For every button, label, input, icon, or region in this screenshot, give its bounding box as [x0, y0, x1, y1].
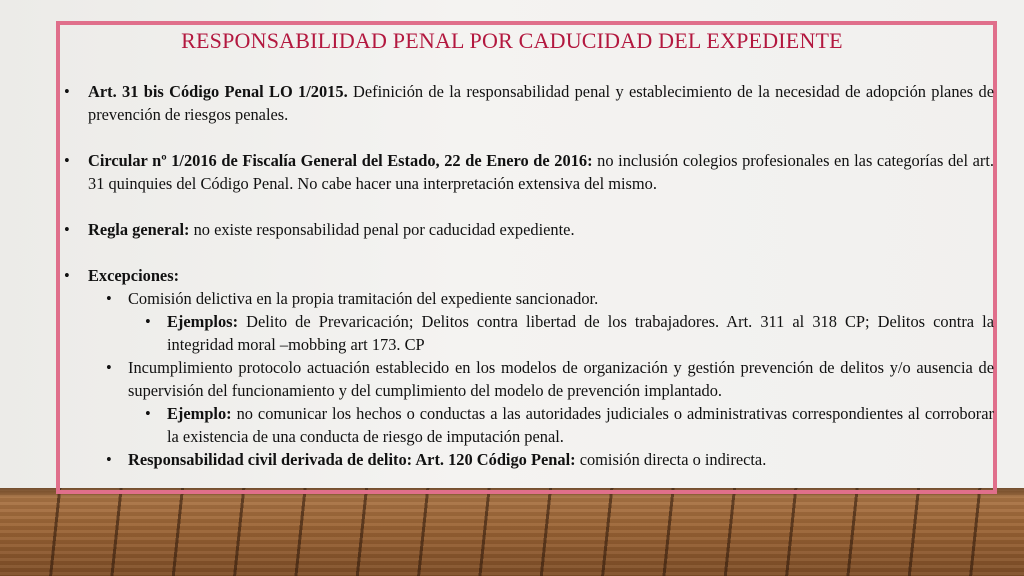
slide-title: RESPONSABILIDAD PENAL POR CADUCIDAD DEL EXPEDIENTE [181, 28, 843, 53]
bullet-text: no existe responsabilidad penal por caducidad expediente. [189, 220, 575, 239]
bullet-bold: Circular nº 1/2016 de Fiscalía General del Estado, 22 de Enero de 2016: [88, 151, 593, 170]
bullet-text: Incumplimiento protocolo actuación establecido en los modelos de organización y gestión prevención de delitos y/o ausencia de supervisión del funcionamiento y del cumplimiento del modelo de prevención implantado. [128, 358, 994, 400]
bullet-bold: Regla general: [88, 220, 190, 239]
sub-bullet-comision [128, 287, 994, 310]
bullet-bold: Art. 31 bis Código Penal LO 1/2015. [88, 82, 348, 101]
sub-sub-bullet-ejemplo [167, 402, 994, 448]
sub-sub-bullet-ejemplos [167, 310, 994, 356]
bullet-text: Delito de Prevaricación; Delitos contra libertad de los trabajadores. Art. 311 al 318 CP; Delitos contra la integridad moral –mobbing art 173. CP [167, 312, 994, 354]
bullet-text: Definición de la responsabilidad penal y establecimiento de la necesidad de adopción planes de prevención de riesgos penales. [88, 82, 994, 124]
bullet-text: comisión directa o indirecta. [575, 450, 767, 469]
bullet-regla-general [88, 218, 994, 241]
slide-content [88, 80, 994, 471]
bullet-text: no inclusión colegios profesionales en las categorías del art. 31 quinquies del Código Penal. No cabe hacer una interpretación extensiva del mismo. [88, 151, 994, 193]
sub-bullet-responsabilidad-civil [128, 448, 994, 471]
sub-bullet-incumplimiento [128, 356, 994, 402]
bullet-circular [88, 149, 994, 195]
bullet-text: no comunicar los hechos o conductas a las autoridades judiciales o administrativas correspondientes al corroborar la existencia de una conducta de riesgo de imputación penal. [167, 404, 994, 446]
wooden-floor-background [0, 488, 1024, 576]
bullet-bold: Excepciones: [88, 266, 180, 285]
bullet-bold: Responsabilidad civil derivada de delito: Art. 120 Código Penal: [128, 450, 576, 469]
bullet-art-31-bis [88, 80, 994, 126]
bullet-excepciones [88, 264, 994, 287]
bullet-bold: Ejemplos: [167, 312, 239, 331]
bullet-bold: Ejemplo: [167, 404, 232, 423]
bullet-text: Comisión delictiva en la propia tramitación del expediente sancionador. [128, 289, 599, 308]
